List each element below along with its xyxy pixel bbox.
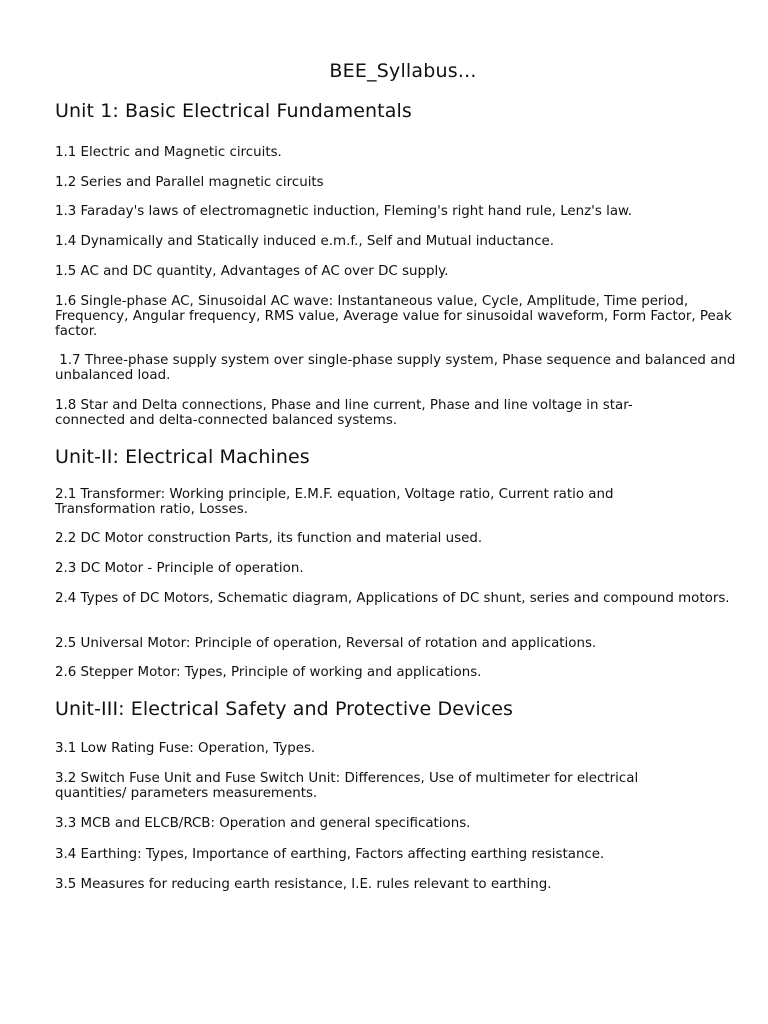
unit-2-item-2: 2.2 DC Motor construction Parts, its function and material used. (55, 531, 483, 546)
unit-1-item-6: 1.6 Single-phase AC, Sinusoidal AC wave: Instantaneous value, Cycle, Amplitude, Time period, Frequency, Angular frequency, RMS value, Average value for sinusoidal waveform, Form Factor, Peak factor. (55, 294, 732, 339)
unit-2-heading: Unit-II: Electrical Machines (55, 446, 310, 468)
unit-3-item-2: 3.2 Switch Fuse Unit and Fuse Switch Unit: Differences, Use of multimeter for electrical quantities/ parameters measurements. (55, 771, 639, 801)
unit-1-item-7: 1.7 Three-phase supply system over single-phase supply system, Phase sequence and balanced and unbalanced load. (55, 353, 740, 383)
unit-2-item-5: 2.5 Universal Motor: Principle of operation, Reversal of rotation and applications. (55, 636, 597, 651)
unit-1-item-3: 1.3 Faraday's laws of electromagnetic induction, Fleming's right hand rule, Lenz's law. (55, 204, 632, 219)
unit-1-item-2: 1.2 Series and Parallel magnetic circuits (55, 175, 324, 190)
unit-2-item-6: 2.6 Stepper Motor: Types, Principle of working and applications. (55, 665, 482, 680)
unit-3-heading: Unit-III: Electrical Safety and Protective Devices (55, 698, 514, 720)
unit-3-item-4: 3.4 Earthing: Types, Importance of earthing, Factors affecting earthing resistance. (55, 847, 605, 862)
unit-1-item-5: 1.5 AC and DC quantity, Advantages of AC over DC supply. (55, 264, 449, 279)
unit-2-item-3: 2.3 DC Motor - Principle of operation. (55, 561, 304, 576)
unit-1-item-4: 1.4 Dynamically and Statically induced e.m.f., Self and Mutual inductance. (55, 234, 555, 249)
unit-2-item-1: 2.1 Transformer: Working principle, E.M.F. equation, Voltage ratio, Current ratio and Transformation ratio, Losses. (55, 487, 614, 517)
unit-1-item-1: 1.1 Electric and Magnetic circuits. (55, 145, 282, 160)
unit-2-item-4: 2.4 Types of DC Motors, Schematic diagram, Applications of DC shunt, series and compound motors. (55, 591, 730, 606)
unit-3-item-1: 3.1 Low Rating Fuse: Operation, Types. (55, 741, 316, 756)
unit-3-item-5: 3.5 Measures for reducing earth resistance, I.E. rules relevant to earthing. (55, 877, 552, 892)
unit-3-item-3: 3.3 MCB and ELCB/RCB: Operation and general specifications. (55, 816, 471, 831)
document-title: BEE_Syllabus... (329, 60, 477, 82)
unit-1-heading: Unit 1: Basic Electrical Fundamentals (55, 100, 412, 122)
unit-1-item-8: 1.8 Star and Delta connections, Phase and line current, Phase and line voltage in star-connected and delta-connected balanced systems. (55, 398, 633, 428)
